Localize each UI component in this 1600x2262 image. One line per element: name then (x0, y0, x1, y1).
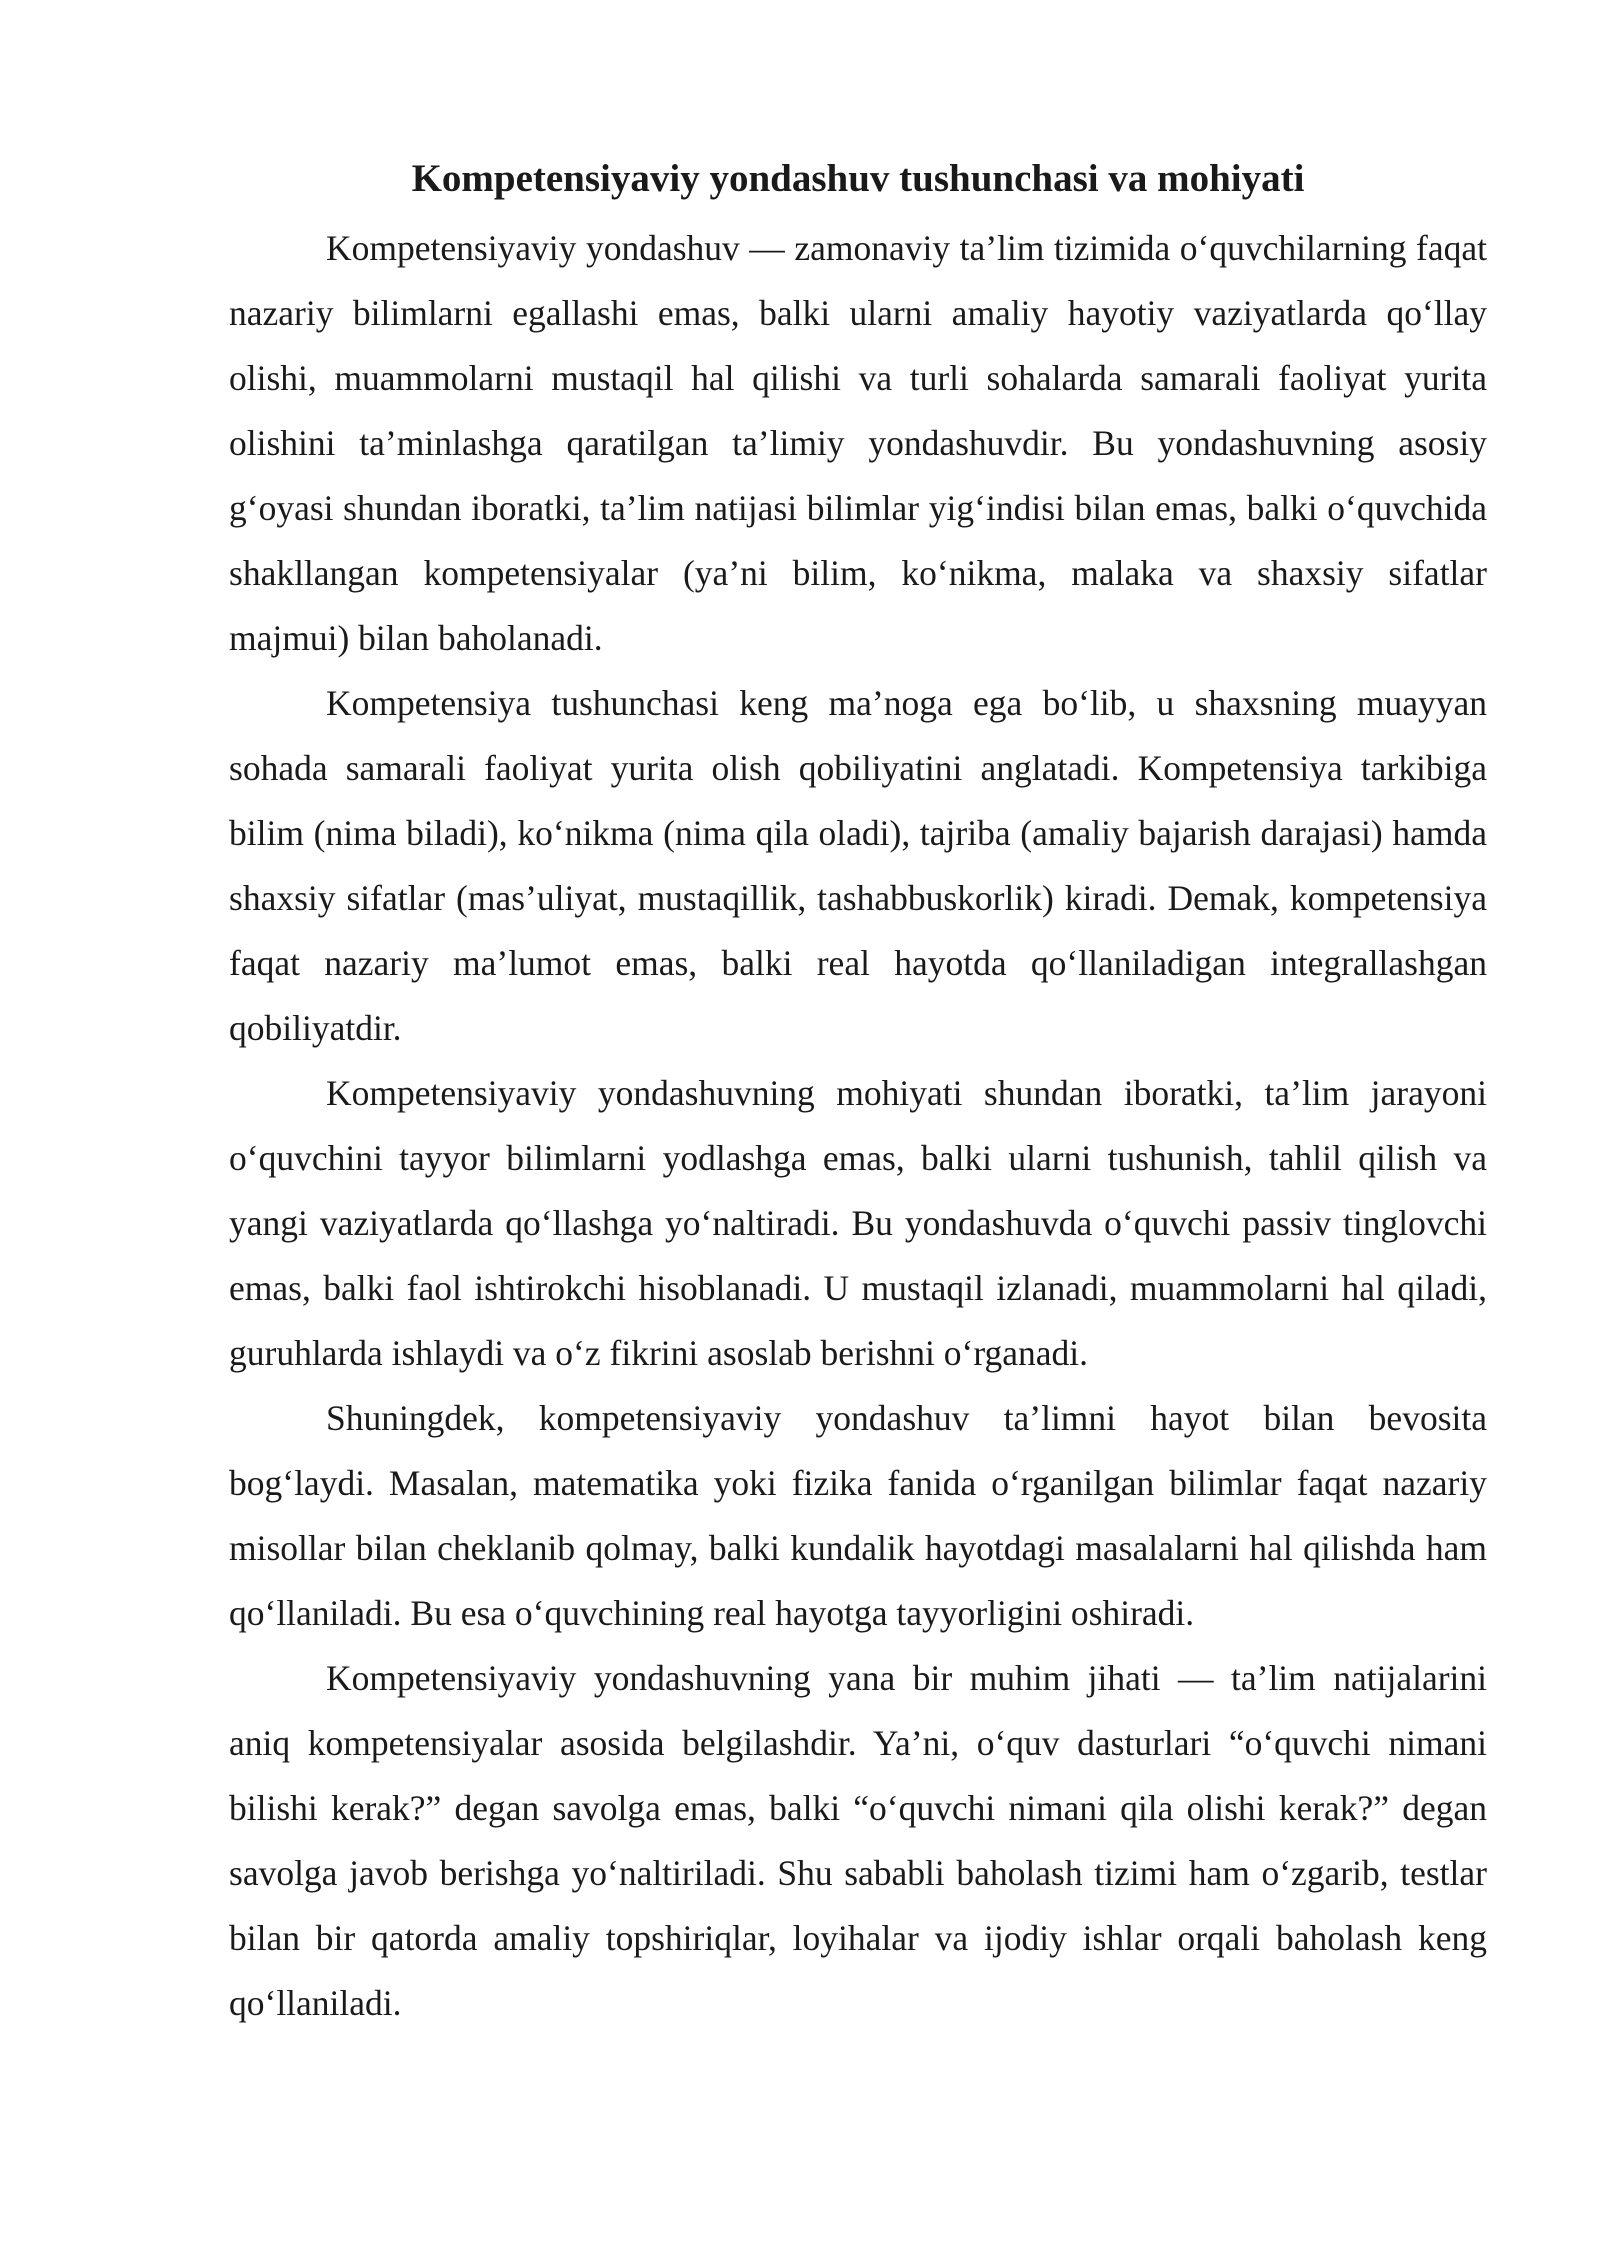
paragraph-1: Kompetensiyaviy yondashuv — zamonaviy ta’lim tizimida o‘quvchilarning faqat nazariy bilimlarni egallashi emas, balki ularni amaliy hayotiy vaziyatlarda qo‘llay olishi, muammolarni mustaqil hal qilishi va turli sohalarda samarali faoliyat yurita olishini ta’minlashga qaratilgan ta’limiy yondashuvdir. Bu yondashuvning asosiy g‘oyasi shundan iboratki, ta’lim natijasi bilimlar yig‘indisi bilan emas, balki o‘quvchida shakllangan kompetensiyalar (ya’ni bilim, ko‘nikma, malaka va shaxsiy sifatlar majmui) bilan baholanadi. (229, 228, 1487, 658)
paragraph-3: Kompetensiyaviy yondashuvning mohiyati shundan iboratki, ta’lim jarayoni o‘quvchini tayyor bilimlarni yodlashga emas, balki ularni tushunish, tahlil qilish va yangi vaziyatlarda qo‘llashga yo‘naltiradi. Bu yondashuvda o‘quvchi passiv tinglovchi emas, balki faol ishtirokchi hisoblanadi. U mustaqil izlanadi, muammolarni hal qiladi, guruhlarda ishlaydi va o‘z fikrini asoslab berishni o‘rganadi. (229, 1073, 1487, 1373)
document-title: Kompetensiyaviy yondashuv tushunchasi va mohiyati (411, 157, 1305, 200)
document-page (229, 150, 1487, 2036)
paragraph-2: Kompetensiya tushunchasi keng ma’noga ega bo‘lib, u shaxsning muayyan sohada samarali faoliyat yurita olish qobiliyatini anglatadi. Kompetensiya tarkibiga bilim (nima biladi), ko‘nikma (nima qila oladi), tajriba (amaliy bajarish darajasi) hamda shaxsiy sifatlar (mas’uliyat, mustaqillik, tashabbuskorlik) kiradi. Demak, kompetensiya faqat nazariy ma’lumot emas, balki real hayotda qo‘llaniladigan integrallashgan qobiliyatdir. (229, 683, 1487, 1048)
paragraph-4: Shuningdek, kompetensiyaviy yondashuv ta’limni hayot bilan bevosita bog‘laydi. Masalan, matematika yoki fizika fanida o‘rganilgan bilimlar faqat nazariy misollar bilan cheklanib qolmay, balki kundalik hayotdagi masalalarni hal qilishda ham qo‘llaniladi. Bu esa o‘quvchining real hayotga tayyorligini oshiradi. (229, 1398, 1487, 1633)
paragraph-5: Kompetensiyaviy yondashuvning yana bir muhim jihati — ta’lim natijalarini aniq kompetensiyalar asosida belgilashdir. Ya’ni, o‘quv dasturlari “o‘quvchi nimani bilishi kerak?” degan savolga emas, balki “o‘quvchi nimani qila olishi kerak?” degan savolga javob berishga yo‘naltiriladi. Shu sababli baholash tizimi ham o‘zgarib, testlar bilan bir qatorda amaliy topshiriqlar, loyihalar va ijodiy ishlar orqali baholash keng qo‘llaniladi. (229, 1658, 1487, 2023)
